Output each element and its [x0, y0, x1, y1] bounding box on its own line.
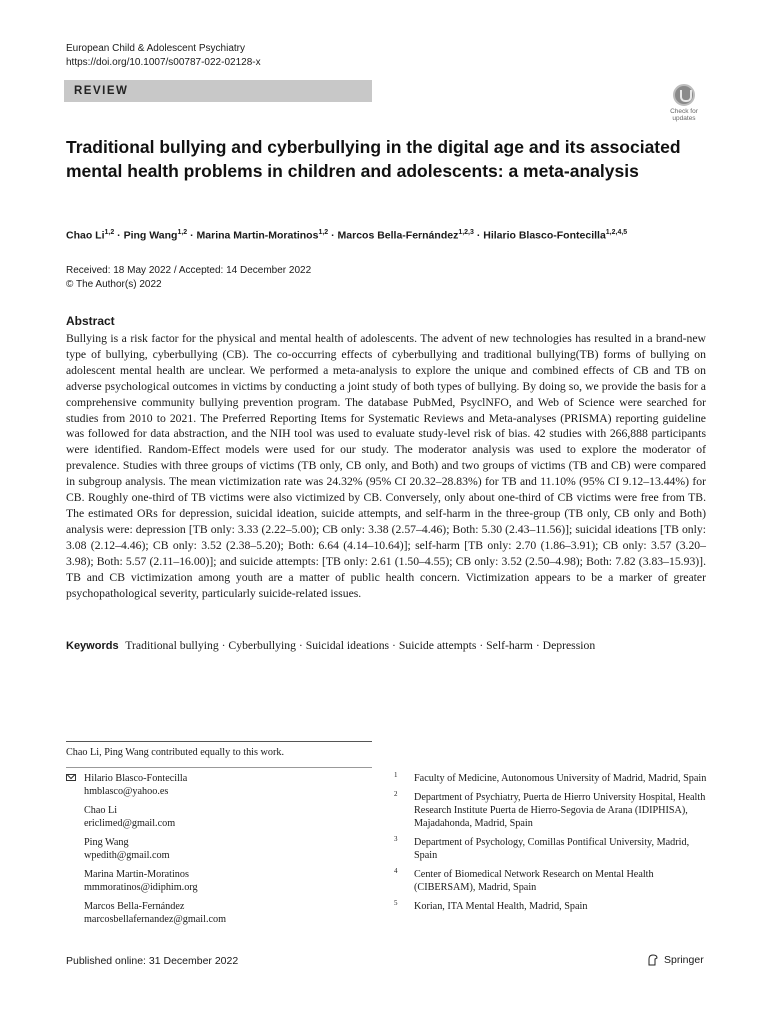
- contact-name: Ping Wang: [84, 837, 129, 848]
- copyright: © The Author(s) 2022: [66, 279, 162, 290]
- published-date: Published online: 31 December 2022: [66, 955, 239, 967]
- affiliation-text: Center of Biomedical Network Research on Mental Health (CIBERSAM), Madrid, Spain: [414, 869, 654, 893]
- author-affiliation: 1,2: [104, 229, 115, 236]
- contact-list: [66, 772, 366, 932]
- contact-email[interactable]: hmblasco@yahoo.es: [84, 786, 169, 797]
- affiliation-item: [394, 791, 714, 830]
- affiliation-number: 5: [394, 899, 398, 907]
- contact-email[interactable]: mmmoratinos@idiphim.org: [84, 882, 198, 893]
- contact-name: Chao Li: [84, 805, 118, 816]
- author-name: Marina Martin-Moratinos: [196, 229, 319, 242]
- contact-name: Marina Martin-Moratinos: [84, 869, 189, 880]
- affiliation-item: [394, 772, 714, 785]
- abstract-heading: Abstract: [66, 314, 115, 328]
- affiliation-text: Korian, ITA Mental Health, Madrid, Spain: [414, 901, 588, 912]
- received-accepted: Received: 18 May 2022 / Accepted: 14 December 2022: [66, 265, 312, 276]
- contact-email[interactable]: marcosbellafernandez@gmail.com: [84, 914, 227, 925]
- keywords-label: Keywords: [66, 640, 119, 652]
- journal-name: European Child & Adolescent Psychiatry: [66, 43, 245, 54]
- author-name: Hilario Blasco-Fontecilla: [483, 229, 606, 242]
- contact-name: Marcos Bella-Fernández: [84, 901, 185, 912]
- contact-item: [66, 804, 366, 830]
- section-banner: REVIEW: [64, 80, 372, 102]
- author-name: Marcos Bella-Fernández: [337, 229, 459, 242]
- author-affiliation: 1,2: [318, 229, 329, 236]
- affiliation-text: Faculty of Medicine, Autonomous University of Madrid, Madrid, Spain: [414, 773, 707, 784]
- affiliation-item: [394, 868, 714, 894]
- author-affiliation: 1,2,4,5: [605, 229, 628, 236]
- author-list: Chao Li$^{1,2}$ · Ping Wang$^{1,2}$ · Marina Martin-Moratinos$^{1,2}$ · Marcos Bella-Fernández$^{1,2,3}$ · Hilario Blasco-Fontecilla$^{1,2,4,5}$: [66, 229, 628, 242]
- article-dates: [66, 264, 311, 292]
- affiliation-item: [394, 836, 714, 862]
- contact-name: Hilario Blasco-Fontecilla: [84, 773, 188, 784]
- abstract-text: Bullying is a risk factor for the physical and mental health of adolescents. The advent of new technologies has resulted in a brand-new type of bullying, cyberbullying (CB). The co-occurring effects of cyberbullying and traditional bullying(TB) forms of bullying on adolescent mental health are unclear. We performed a meta-analysis to explore the unique and combined effects of CB and TB on adverse psychological outcomes in victims by conducting a joint study of both types of bullying. By doing so, we provide the basis for a comprehensive community bullying prevention program. The database PubMed, PsyclNFO, and Web of Science were searched for studies from 2010 to 2021. The Preferred Reporting Items for Systematic Reviews and Meta-analyses (PRISMA) reporting guideline was followed for data abstraction, and the NIH tool was used to evaluate study-level risk of bias. 42 studies with 266,888 participants were identified. Random-Effect models were used for our study. The moderator analysis was used to explore the moderator of prevalence. Studies with three groups of victims (TB only, CB only, and Both) and two groups of victims (TB and CB) were compared in subgroup analysis. The mean victimization rate was 24.32% (95% CI 20.32–28.83%) for TB and 11.10% (95% CI 9.12–13.44%) for CB. Roughly one-third of TB victims were also victimized by CB. Conversely, only about one-third of CB victims were free from TB. The estimated ORs for depression, suicidal ideation, suicide attempts, and self-harm in the three-group (TB only, CB only and Both) analysis were: depression [TB only: 3.33 (2.22–5.00); CB only: 3.38 (2.57–4.46); Both: 5.30 (2.43–11.56)]; suicidal ideations [TB only: 3.08 (2.12–4.46); CB only: 3.52 (2.38–5.20); Both: 6.64 (4.14–10.64)]; self-harm [TB only: 2.70 (1.86–3.91); CB only: 3.57 (3.20–3.98); Both: 5.57 (2.11–16.00)]; and suicide attempts: [TB only: 2.61 (1.50–4.55); CB only: 3.52 (2.50–4.98); Both: 7.82 (3.83–15.93)]. TB and CB victimization among youth are a matter of public health concern. Victimization appears to be a marker of greater psychopathological severity, particularly suicide-related issues.: [66, 332, 706, 600]
- springer-horse-icon: [646, 953, 660, 967]
- badge-label: Check for updates: [670, 108, 698, 122]
- publisher-name: Springer: [664, 954, 704, 966]
- check-for-updates-badge[interactable]: [664, 84, 704, 124]
- affiliation-item: [394, 900, 714, 913]
- affiliation-number: 4: [394, 867, 398, 875]
- affiliation-number: 1: [394, 771, 398, 779]
- author-affiliation: 1,2,3: [458, 229, 474, 236]
- affiliation-number: 2: [394, 790, 398, 798]
- contact-email[interactable]: ericlimed@gmail.com: [84, 818, 176, 829]
- update-icon: [673, 84, 695, 106]
- doi-link[interactable]: https://doi.org/10.1007/s00787-022-02128-x: [66, 57, 261, 68]
- author-name: Ping Wang: [123, 229, 178, 242]
- publisher-logo: [646, 953, 704, 967]
- contact-item: [66, 868, 366, 894]
- keywords-list: Traditional bullying · Cyberbullying · Suicidal ideations · Suicide attempts · Self-harm · Depression: [125, 639, 596, 652]
- contact-item: [66, 836, 366, 862]
- affiliation-text: Department of Psychology, Comillas Pontifical University, Madrid, Spain: [414, 837, 690, 861]
- author-name: Chao Li: [66, 229, 105, 242]
- footnote-divider: [66, 741, 372, 742]
- keywords: [66, 638, 726, 654]
- contact-email[interactable]: wpedith@gmail.com: [84, 850, 170, 861]
- author-affiliation: 1,2: [177, 229, 188, 236]
- affiliation-list: [394, 772, 714, 919]
- equal-contribution-note: Chao Li, Ping Wang contributed equally to this work.: [66, 747, 284, 758]
- contact-divider: [66, 767, 372, 768]
- article-title: Traditional bullying and cyberbullying in the digital age and its associated mental health problems in children and adolescents: a meta-analysis: [66, 137, 681, 181]
- affiliation-number: 3: [394, 835, 398, 843]
- mail-icon: [66, 774, 76, 781]
- contact-item: [66, 772, 366, 798]
- affiliation-text: Department of Psychiatry, Puerta de Hierro University Hospital, Health Research Institute Puerta de Hierro-Segovia de Arana (IDIPHISA), Majadahonda, Madrid, Spain: [414, 792, 706, 829]
- contact-item: [66, 900, 366, 926]
